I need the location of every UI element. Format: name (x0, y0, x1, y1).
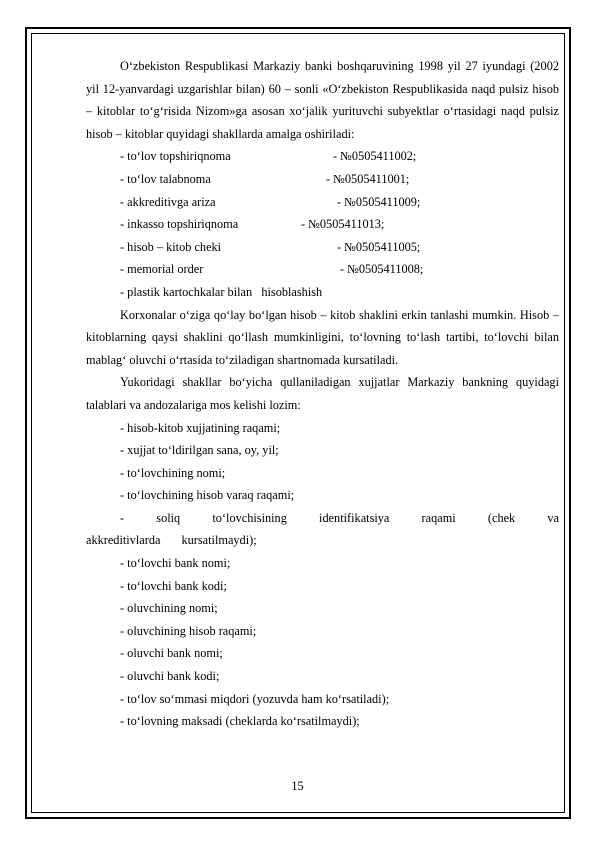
form-code: - №0505411005; (337, 239, 421, 254)
form-label: - plastik kartochkalar bilan hisoblashish (120, 284, 323, 299)
page-number: 15 (291, 779, 304, 793)
form-item (86, 191, 559, 214)
intro-paragraph: O‘zbekiston Respublikasi Markaziy banki boshqaruvining 1998 yil 27 iyundagi (2002 yil 12-yanvardagi uzgarishlar bilan) 60 – sonli «O‘zbekiston Respublikasida naqd pulsiz hisob – kitoblar to‘g‘risida Nizom»ga asosan xo‘jalik yurituvchi subyektlar o‘rtasidagi naqd pulsiz hisob – kitoblar quyidagi shakllarda amalga oshiriladi: (86, 59, 559, 141)
requirements-list (86, 417, 559, 733)
list-item: - to‘lovchining nomi; (120, 465, 226, 480)
form-item (86, 236, 559, 259)
form-code: - №0505411001; (326, 171, 410, 186)
form-item (86, 168, 559, 191)
form-label: - inkasso topshiriqnoma (120, 217, 239, 232)
list-item: - oluvchining nomi; (120, 601, 218, 616)
form-item (86, 213, 559, 236)
form-code: - №0505411002; (333, 149, 417, 164)
list-item: - to‘lovchi bank nomi; (120, 556, 231, 571)
paragraph-3: Yukoridagi shakllar bo‘yicha qullaniladigan xujjatlar Markaziy bankning quyidagi talablari va andozalariga mos kelishi lozim: (86, 375, 559, 412)
form-code: - №0505411009; (337, 194, 421, 209)
form-item (86, 145, 559, 168)
form-code: - №0505411013; (301, 217, 385, 232)
list-item: - xujjat to‘ldirilgan sana, oy, yil; (120, 443, 279, 458)
forms-list (86, 145, 559, 303)
paragraph-2: Korxonalar o‘ziga qo‘lay bo‘lgan hisob – kitob shaklini erkin tanlashi mumkin. Hisob – kitoblarning qaysi shaklini qo‘llash mumkinligini, to‘lovning to‘lash tartibi, to‘lovchi bilan mablag‘ oluvchi o‘rtasida to‘ziladigan shartnomada kursatiladi. (86, 307, 559, 367)
list-item: - to‘lov so‘mmasi miqdori (yozuvda ham ko‘rsatiladi); (120, 691, 390, 706)
list-item: - oluvchining hisob raqami; (120, 623, 257, 638)
list-item: - oluvchi bank kodi; (120, 669, 220, 684)
list-item: - hisob-kitob xujjatining raqami; (120, 420, 281, 435)
list-item: - oluvchi bank nomi; (120, 646, 223, 661)
list-item: - soliq to‘lovchisining identifikatsiya raqami (chek va akkreditivlarda kursatilmaydi); (86, 510, 559, 548)
list-item: - to‘lovchi bank kodi; (120, 578, 227, 593)
list-item: - to‘lovning maksadi (cheklarda ko‘rsatilmaydi); (120, 714, 360, 729)
form-item (86, 281, 559, 304)
form-code: - №0505411008; (340, 262, 424, 277)
document-body (86, 55, 559, 733)
form-label: - memorial order (120, 262, 204, 277)
list-item: - to‘lovchining hisob varaq raqami; (120, 488, 295, 503)
form-label: - to‘lov talabnoma (120, 171, 211, 186)
form-label: - akkreditivga ariza (120, 194, 216, 209)
form-item (86, 258, 559, 281)
form-label: - to‘lov topshiriqnoma (120, 149, 231, 164)
form-label: - hisob – kitob cheki (120, 239, 222, 254)
